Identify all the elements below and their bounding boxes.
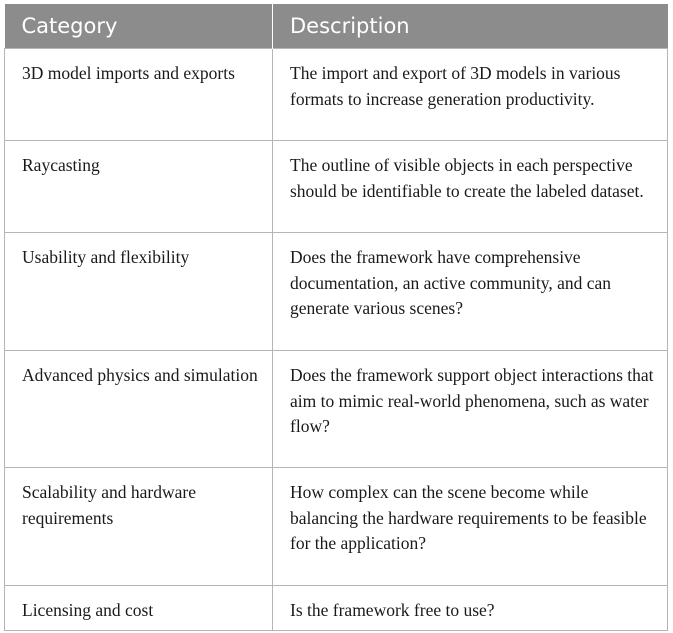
description-cell: How complex can the scene become while balancing the hardware requirements to be feasible for the application? bbox=[273, 468, 668, 586]
category-cell: Raycasting bbox=[5, 141, 273, 233]
table-row bbox=[5, 233, 668, 351]
category-cell: Licensing and cost bbox=[5, 586, 273, 631]
description-cell: The outline of visible objects in each perspective should be identifiable to create the labeled dataset. bbox=[273, 141, 668, 233]
table-row bbox=[5, 468, 668, 586]
description-cell: Does the framework support object interactions that aim to mimic real-world phenomena, such as water flow? bbox=[273, 351, 668, 468]
description-cell: The import and export of 3D models in various formats to increase generation productivity. bbox=[273, 49, 668, 141]
criteria-table-container bbox=[4, 4, 667, 631]
category-cell: 3D model imports and exports bbox=[5, 49, 273, 141]
criteria-table bbox=[4, 4, 668, 631]
table-header bbox=[5, 4, 668, 49]
table-row bbox=[5, 351, 668, 468]
category-cell: Advanced physics and simulation bbox=[5, 351, 273, 468]
category-cell: Scalability and hardware requirements bbox=[5, 468, 273, 586]
header-category: Category bbox=[5, 4, 273, 49]
table-row bbox=[5, 586, 668, 631]
description-cell: Is the framework free to use? bbox=[273, 586, 668, 631]
table-body bbox=[5, 49, 668, 631]
header-row bbox=[5, 4, 668, 49]
table-row bbox=[5, 141, 668, 233]
description-cell: Does the framework have comprehensive documentation, an active community, and can generate various scenes? bbox=[273, 233, 668, 351]
category-cell: Usability and flexibility bbox=[5, 233, 273, 351]
table-row bbox=[5, 49, 668, 141]
header-description: Description bbox=[273, 4, 668, 49]
